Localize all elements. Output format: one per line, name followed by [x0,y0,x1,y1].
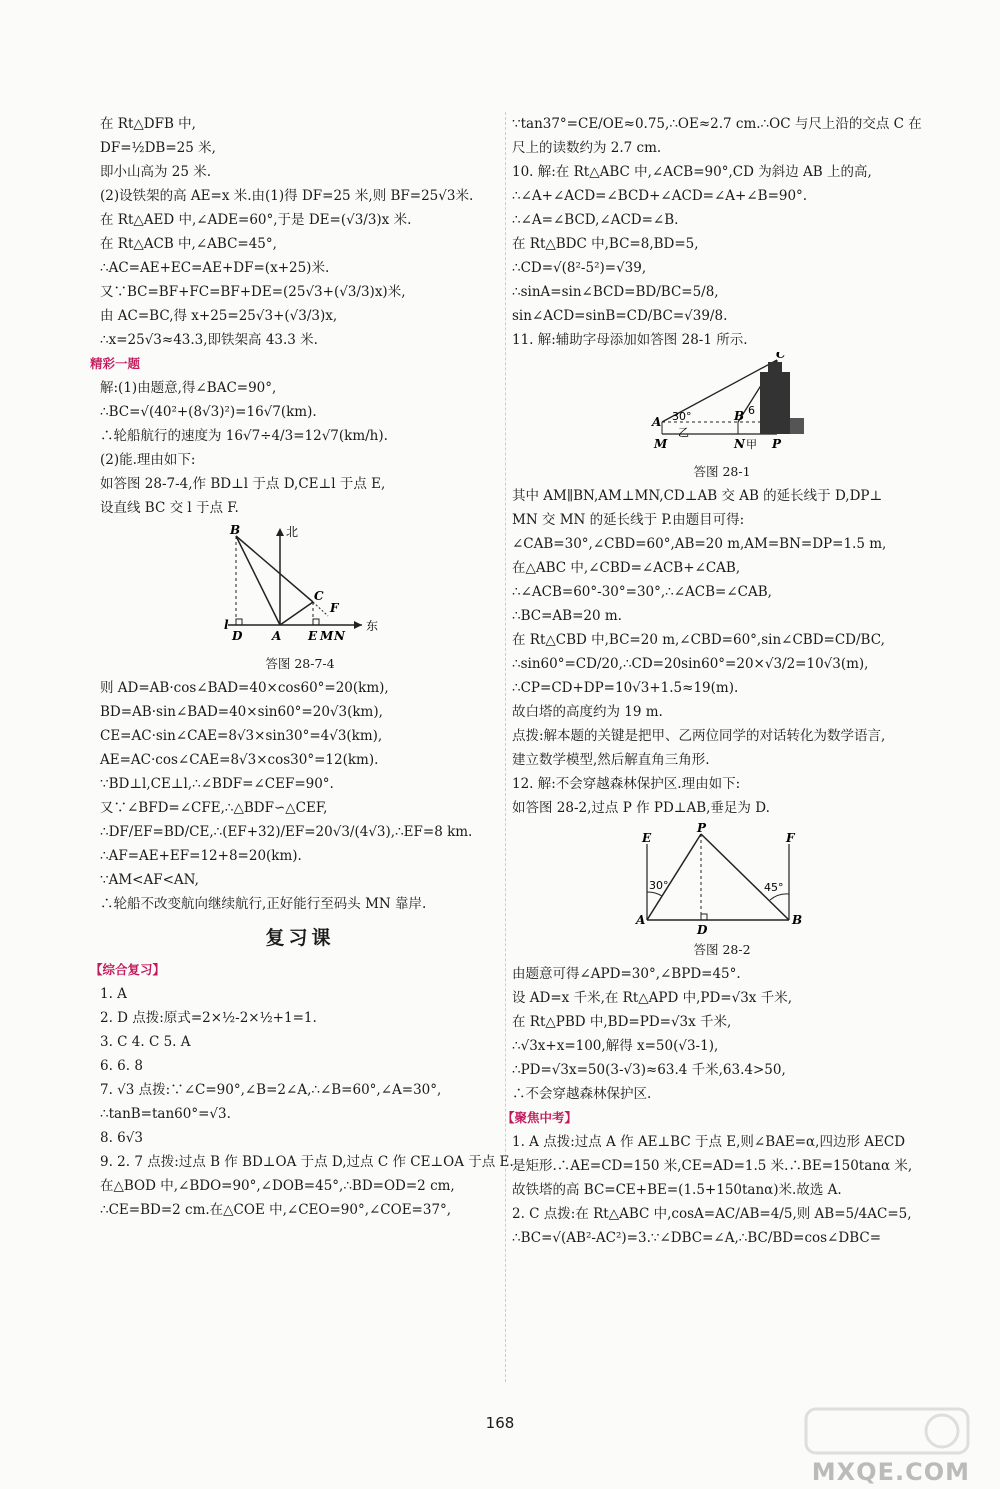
text-line: ∴AF=AE+EF=12+8=20(km). [100,848,302,864]
figure-28-1 [512,352,932,460]
fig3-label-f: F [786,831,795,845]
text-line: ∵tan37°=CE/OE≈0.75,∴OE≈2.7 cm.∴OC 与尺上沿的交点 C 在 [512,116,922,132]
fig2-label-yi: 乙 [678,426,689,439]
fig2-label-a: A [652,415,662,429]
text-line: BD=AB·sin∠BAD=40×sin60°=20√3(km), [100,704,383,720]
text-line: 在 Rt△BDC 中,BC=8,BD=5, [512,236,699,252]
fig2-label-c: C [776,352,786,361]
text-line: 在 Rt△AED 中,∠ADE=60°,于是 DE=(√3/3)x 米. [100,212,412,228]
text-line: 设直线 BC 交 l 于点 F. [100,500,239,516]
fig2-label-m: M [654,437,668,451]
section-tag-jingcai: 精彩一题 [90,356,141,371]
section-tag-zonghe: 【综合复习】 [90,962,166,977]
text-line: (2)设铁架的高 AE=x 米.由(1)得 DF=25 米,则 BF=25√3米. [100,188,474,204]
right-block-b [512,484,932,820]
figure-28-7-4-diagram [100,520,500,652]
section-tag-jujiao: 【聚焦中考】 [502,1110,578,1125]
text-line: ∴PD=√3x=50(3-√3)≈63.4 千米,63.4>50, [512,1062,786,1078]
fig2-label-n: N [734,437,745,451]
answer-line: 2. D 点拨:原式=2×½-2×½+1=1. [100,1010,317,1026]
figure-28-2 [512,820,932,938]
fig2-label-jia: 甲 [746,438,757,451]
text-line: 在 Rt△ACB 中,∠ABC=45°, [100,236,277,252]
text-line: DF=½DB=25 米, [100,140,216,156]
text-line: ∴CP=CD+DP=10√3+1.5≈19(m). [512,680,739,696]
answer-line: 2. C 点拨:在 Rt△ABC 中,cosA=AC/AB=4/5,则 AB=5/4AC=5, [512,1206,912,1222]
left-block-d [100,982,514,1222]
answer-line: 9. 2. 7 点拨:过点 B 作 BD⊥OA 于点 D,过点 C 作 CE⊥OA 于点 E. [100,1154,514,1170]
fig1-label-m: M [320,629,334,643]
text-line: ∠CAB=30°,∠CBD=60°,AB=20 m,AM=BN=DP=1.5 m, [512,536,887,552]
fig1-label-east: 东 [366,619,379,633]
fig3-label-p: P [697,821,707,835]
text-line: sin∠ACD=sinB=CD/BC=√39/8. [512,308,728,324]
text-line: 由 AC=BC,得 x+25=25√3+(√3/3)x, [100,308,338,324]
fig2-label-p: P [772,437,782,451]
fig2-label-six: 6 [748,404,755,417]
text-line: 建立数学模型,然后解直角三角形. [512,752,710,768]
fig1-label-n: N [334,629,345,643]
fig2-label-angle: 30° [672,410,692,423]
right-block-a [512,112,932,352]
fig1-label-e: E [308,629,318,643]
text-line: ∴sinA=sin∠BCD=BD/BC=5/8, [512,284,719,300]
text-line: CE=AC·sin∠CAE=8√3×sin30°=4√3(km), [100,728,383,744]
text-line: 尺上的读数约为 2.7 cm. [512,140,662,156]
text-line: ∴DF/EF=BD/CE,∴(EF+32)/EF=20√3/(4√3),∴EF=8 km. [100,824,473,840]
text-line: ∴x=25√3≈43.3,即铁架高 43.3 米. [100,332,318,348]
answer-line: 8. 6√3 [100,1130,143,1146]
answer-line: 1. A [100,986,127,1002]
fig3-label-e: E [642,831,652,845]
column-separator [505,112,506,1382]
answer-line: 7. √3 点拨:∵∠C=90°,∠B=2∠A,∴∠B=60°,∠A=30°, [100,1082,442,1098]
text-line: ∴轮船航行的速度为 16√7÷4/3=12√7(km/h). [100,428,388,444]
answer-line: 3. C 4. C 5. A [100,1034,191,1050]
figure-28-7-4-caption: 答图 28-7-4 [265,656,335,671]
text-line: 又∵∠BFD=∠CFE,∴△BDF∽△CEF, [100,800,328,816]
text-line: ∴不会穿越森林保护区. [512,1086,652,1102]
text-line: ∵AM<AF<AN, [100,872,199,888]
text-line: 由题意可得∠APD=30°,∠BPD=45°. [512,966,741,982]
fig1-label-a: A [272,629,282,643]
text-line: 在 Rt△PBD 中,BD=PD=√3x 千米, [512,1014,732,1030]
text-line: 10. 解:在 Rt△ABC 中,∠ACB=90°,CD 为斜边 AB 上的高, [512,164,872,180]
figure-28-2-caption: 答图 28-2 [693,942,751,957]
left-block-b [100,376,500,520]
fig1-label-c: C [314,589,324,603]
text-line: 其中 AM∥BN,AM⊥MN,CD⊥AB 交 AB 的延长线于 D,DP⊥ [512,488,883,504]
text-line: 在 Rt△CBD 中,BC=20 m,∠CBD=60°,sin∠CBD=CD/BC, [512,632,885,648]
fig3-label-d: D [697,923,708,937]
text-line: MN 交 MN 的延长线于 P.由题目可得: [512,512,745,528]
text-line: 则 AD=AB·cos∠BAD=40×cos60°=20(km), [100,680,389,696]
left-block-a [100,112,500,352]
text-line: ∴∠ACB=60°-30°=30°,∴∠ACB=∠CAB, [512,584,772,600]
text-line: 在 Rt△DFB 中, [100,116,196,132]
text-line: ∴轮船不改变航向继续航行,正好能行至码头 MN 靠岸. [100,896,427,912]
text-line: (2)能.理由如下: [100,452,196,468]
fig1-label-north: 北 [286,525,299,539]
text-line: ∴sin60°=CD/20,∴CD=20sin60°=20×√3/2=10√3(m), [512,656,869,672]
answer-line: 6. 6. 8 [100,1058,143,1074]
fig1-label-f: F [330,601,339,615]
fig3-label-b: B [792,913,803,927]
watermark-text: MXQE.COM [811,1458,970,1486]
text-line: 即小山高为 25 米. [100,164,212,180]
text-line: ∵BD⊥l,CE⊥l,∴∠BDF=∠CEF=90°. [100,776,334,792]
fig1-label-b: B [230,523,241,537]
answer-line: ∴tanB=tan60°=√3. [100,1106,231,1122]
answer-line: ∴BC=√(AB²-AC²)=3.∵∠DBC=∠A,∴BC/BD=cos∠DBC= [512,1230,882,1246]
text-line: AE=AC·cos∠CAE=8√3×cos30°=12(km). [100,752,379,768]
fig3-label-a: A [636,913,646,927]
text-line: 又∵BC=BF+FC=BF+DE=(25√3+(√3/3)x)米, [100,284,406,300]
figure-28-2-diagram [512,820,932,938]
fig3-label-30: 30° [649,879,669,892]
text-line: 如答图 28-2,过点 P 作 PD⊥AB,垂足为 D. [512,800,770,816]
answer-line: 故铁塔的高 BC=CE+BE=(1.5+150tanα)米.故选 A. [512,1182,842,1198]
section-title-review: 复习课 [265,927,335,949]
right-block-c [512,962,932,1106]
text-line: ∴∠A+∠ACD=∠BCD+∠ACD=∠A+∠B=90°. [512,188,808,204]
figure-28-1-diagram [512,352,932,460]
text-line: 11. 解:辅助字母添加如答图 28-1 所示. [512,332,748,348]
fig1-label-l: l [224,618,229,632]
text-line: ∴CD=√(8²-5²)=√39, [512,260,647,276]
text-line: ∴BC=√(40²+(8√3)²)=16√7(km). [100,404,317,420]
text-line: ∴BC=AB=20 m. [512,608,622,624]
text-line: 12. 解:不会穿越森林保护区.理由如下: [512,776,741,792]
fig2-label-b: B [734,409,745,423]
answer-line: 1. A 点拨:过点 A 作 AE⊥BC 于点 E,则∠BAE=α,四边形 AECD [512,1134,906,1150]
answer-line: 在△BOD 中,∠BDO=90°,∠DOB=45°,∴BD=OD=2 cm, [100,1178,455,1194]
text-line: 故白塔的高度约为 19 m. [512,704,663,720]
text-line: 设 AD=x 千米,在 Rt△APD 中,PD=√3x 千米, [512,990,792,1006]
text-line: ∴∠A=∠BCD,∠ACD=∠B. [512,212,679,228]
figure-28-7-4 [100,520,500,652]
left-column [90,112,514,1222]
right-column [502,112,932,1250]
text-line: 点拨:解本题的关键是把甲、乙两位同学的对话转化为数学语言, [512,728,886,744]
text-line: ∴√3x+x=100,解得 x=50(√3-1), [512,1038,719,1054]
figure-28-1-caption: 答图 28-1 [693,464,751,479]
page-number: 168 [485,1414,515,1432]
answer-line: ∴CE=BD=2 cm.在△COE 中,∠CEO=90°,∠COE=37°, [100,1202,452,1218]
left-block-c [100,676,500,916]
fig1-label-d: D [232,629,243,643]
text-line: 在△ABC 中,∠CBD=∠ACB+∠CAB, [512,560,741,576]
answer-line: 是矩形.∴AE=CD=150 米,CE=AD=1.5 米.∴BE=150tanα 米, [512,1158,913,1174]
text-line: ∴AC=AE+EC=AE+DF=(x+25)米. [100,260,330,276]
fig3-label-45: 45° [764,881,784,894]
text-line: 如答图 28-7-4,作 BD⊥l 于点 D,CE⊥l 于点 E, [100,476,386,492]
text-line: 解:(1)由题意,得∠BAC=90°, [100,380,277,396]
right-block-d [512,1130,932,1250]
